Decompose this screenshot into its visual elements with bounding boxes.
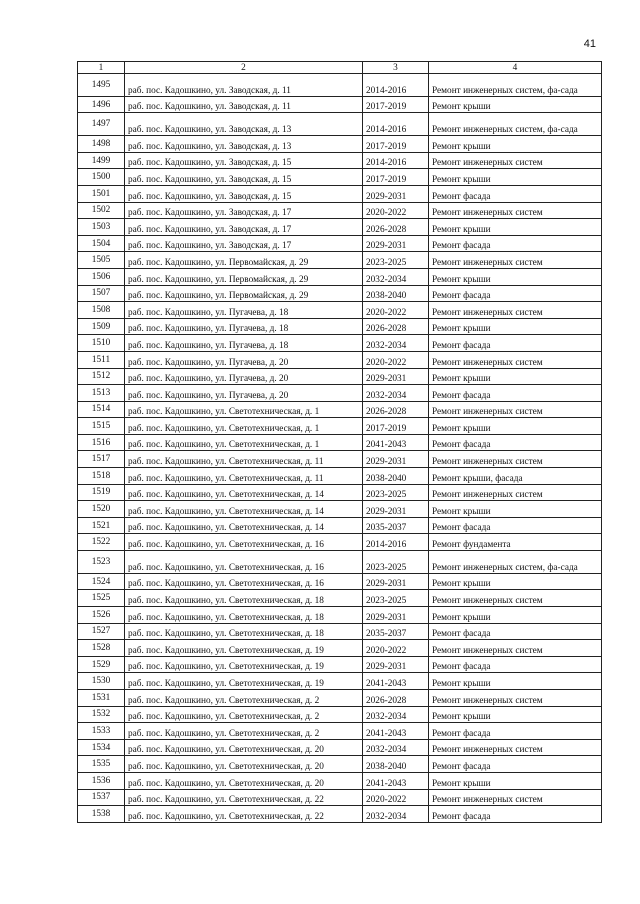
work-type-cell: Ремонт инженерных систем: [429, 590, 602, 607]
period-cell: 2032-2034: [363, 806, 429, 823]
work-type-cell: Ремонт крыши: [429, 418, 602, 435]
row-number-cell: 1512: [78, 368, 125, 385]
work-type-cell: Ремонт инженерных систем, фа-сада: [429, 74, 602, 97]
work-type-cell: Ремонт фасада: [429, 723, 602, 740]
period-cell: 2014-2016: [363, 534, 429, 551]
table-row: [78, 235, 602, 252]
address-cell: раб. пос. Кадошкино, ул. Светотехническая, д. 20: [125, 739, 363, 756]
table-row: [78, 573, 602, 590]
address-cell: раб. пос. Кадошкино, ул. Светотехническая, д. 20: [125, 772, 363, 789]
work-type-cell: Ремонт крыши: [429, 368, 602, 385]
row-number-cell: 1511: [78, 351, 125, 368]
period-cell: 2014-2016: [363, 152, 429, 169]
table-row: [78, 113, 602, 136]
period-cell: 2020-2022: [363, 202, 429, 219]
address-cell: раб. пос. Кадошкино, ул. Заводская, д. 17: [125, 202, 363, 219]
work-type-cell: Ремонт фасада: [429, 285, 602, 302]
address-cell: раб. пос. Кадошкино, ул. Заводская, д. 11: [125, 96, 363, 113]
table-row: [78, 534, 602, 551]
row-number-cell: 1534: [78, 739, 125, 756]
table-row: [78, 96, 602, 113]
period-cell: 2023-2025: [363, 252, 429, 269]
work-type-cell: Ремонт крыши: [429, 706, 602, 723]
table-row: [78, 517, 602, 534]
row-number-cell: 1529: [78, 656, 125, 673]
period-cell: 2017-2019: [363, 169, 429, 186]
period-cell: 2020-2022: [363, 302, 429, 319]
row-number-cell: 1519: [78, 484, 125, 501]
period-cell: 2026-2028: [363, 401, 429, 418]
address-cell: раб. пос. Кадошкино, ул. Светотехническая, д. 22: [125, 789, 363, 806]
address-cell: раб. пос. Кадошкино, ул. Светотехническая, д. 14: [125, 501, 363, 518]
row-number-cell: 1498: [78, 136, 125, 153]
work-type-cell: Ремонт фасада: [429, 185, 602, 202]
work-type-cell: Ремонт фасада: [429, 434, 602, 451]
period-cell: 2023-2025: [363, 551, 429, 574]
row-number-cell: 1506: [78, 268, 125, 285]
address-cell: раб. пос. Кадошкино, ул. Заводская, д. 15: [125, 152, 363, 169]
table-row: [78, 318, 602, 335]
work-type-cell: Ремонт инженерных систем: [429, 640, 602, 657]
work-type-cell: Ремонт фасада: [429, 335, 602, 352]
address-cell: раб. пос. Кадошкино, ул. Светотехническая, д. 22: [125, 806, 363, 823]
table-row: [78, 252, 602, 269]
period-cell: 2017-2019: [363, 418, 429, 435]
table-row: [78, 74, 602, 97]
work-type-cell: Ремонт фасада: [429, 756, 602, 773]
row-number-cell: 1513: [78, 385, 125, 402]
row-number-cell: 1525: [78, 590, 125, 607]
address-cell: раб. пос. Кадошкино, ул. Светотехническая, д. 19: [125, 673, 363, 690]
period-cell: 2038-2040: [363, 756, 429, 773]
work-type-cell: Ремонт фасада: [429, 623, 602, 640]
table-row: [78, 285, 602, 302]
address-cell: раб. пос. Кадошкино, ул. Пугачева, д. 20: [125, 385, 363, 402]
row-number-cell: 1532: [78, 706, 125, 723]
row-number-cell: 1509: [78, 318, 125, 335]
row-number-cell: 1510: [78, 335, 125, 352]
table-row: [78, 590, 602, 607]
address-cell: раб. пос. Кадошкино, ул. Светотехническая, д. 18: [125, 590, 363, 607]
work-type-cell: Ремонт инженерных систем: [429, 401, 602, 418]
period-cell: 2014-2016: [363, 113, 429, 136]
period-cell: 2026-2028: [363, 689, 429, 706]
address-cell: раб. пос. Кадошкино, ул. Заводская, д. 17: [125, 219, 363, 236]
row-number-cell: 1517: [78, 451, 125, 468]
row-number-cell: 1515: [78, 418, 125, 435]
work-type-cell: Ремонт крыши: [429, 673, 602, 690]
row-number-cell: 1500: [78, 169, 125, 186]
address-cell: раб. пос. Кадошкино, ул. Пугачева, д. 20: [125, 368, 363, 385]
work-type-cell: Ремонт инженерных систем: [429, 202, 602, 219]
work-type-cell: Ремонт инженерных систем: [429, 484, 602, 501]
address-cell: раб. пос. Кадошкино, ул. Заводская, д. 15: [125, 185, 363, 202]
table-row: [78, 706, 602, 723]
period-cell: 2041-2043: [363, 673, 429, 690]
row-number-cell: 1531: [78, 689, 125, 706]
table-row: [78, 551, 602, 574]
address-cell: раб. пос. Кадошкино, ул. Пугачева, д. 20: [125, 351, 363, 368]
work-type-cell: Ремонт крыши: [429, 772, 602, 789]
address-cell: раб. пос. Кадошкино, ул. Пугачева, д. 18: [125, 335, 363, 352]
address-cell: раб. пос. Кадошкино, ул. Заводская, д. 13: [125, 113, 363, 136]
work-type-cell: Ремонт инженерных систем, фа-сада: [429, 551, 602, 574]
table-row: [78, 723, 602, 740]
row-number-cell: 1497: [78, 113, 125, 136]
table-row: [78, 673, 602, 690]
work-type-cell: Ремонт инженерных систем: [429, 302, 602, 319]
address-cell: раб. пос. Кадошкино, ул. Первомайская, д. 29: [125, 285, 363, 302]
table-row: [78, 302, 602, 319]
page-number: 41: [583, 38, 596, 50]
work-type-cell: Ремонт инженерных систем: [429, 789, 602, 806]
table-row: [78, 401, 602, 418]
table-row: [78, 185, 602, 202]
work-type-cell: Ремонт крыши: [429, 607, 602, 624]
work-type-cell: Ремонт инженерных систем: [429, 351, 602, 368]
table-body: [78, 74, 602, 823]
row-number-cell: 1514: [78, 401, 125, 418]
work-type-cell: Ремонт фасада: [429, 385, 602, 402]
row-number-cell: 1507: [78, 285, 125, 302]
row-number-cell: 1504: [78, 235, 125, 252]
period-cell: 2041-2043: [363, 723, 429, 740]
period-cell: 2035-2037: [363, 623, 429, 640]
period-cell: 2020-2022: [363, 789, 429, 806]
table-row: [78, 335, 602, 352]
work-type-cell: Ремонт инженерных систем: [429, 451, 602, 468]
row-number-cell: 1499: [78, 152, 125, 169]
repair-schedule-table: [77, 61, 602, 823]
row-number-cell: 1501: [78, 185, 125, 202]
work-type-cell: Ремонт крыши: [429, 573, 602, 590]
period-cell: 2020-2022: [363, 351, 429, 368]
period-cell: 2032-2034: [363, 706, 429, 723]
work-type-cell: Ремонт инженерных систем: [429, 152, 602, 169]
row-number-cell: 1505: [78, 252, 125, 269]
work-type-cell: Ремонт крыши: [429, 96, 602, 113]
address-cell: раб. пос. Кадошкино, ул. Светотехническая, д. 1: [125, 418, 363, 435]
work-type-cell: Ремонт фасада: [429, 806, 602, 823]
row-number-cell: 1495: [78, 74, 125, 97]
address-cell: раб. пос. Кадошкино, ул. Заводская, д. 17: [125, 235, 363, 252]
address-cell: раб. пос. Кадошкино, ул. Светотехническая, д. 2: [125, 723, 363, 740]
table-row: [78, 501, 602, 518]
address-cell: раб. пос. Кадошкино, ул. Светотехническая, д. 14: [125, 484, 363, 501]
period-cell: 2032-2034: [363, 335, 429, 352]
row-number-cell: 1537: [78, 789, 125, 806]
row-number-cell: 1508: [78, 302, 125, 319]
row-number-cell: 1538: [78, 806, 125, 823]
period-cell: 2029-2031: [363, 368, 429, 385]
address-cell: раб. пос. Кадошкино, ул. Светотехническая, д. 1: [125, 401, 363, 418]
work-type-cell: Ремонт крыши: [429, 268, 602, 285]
work-type-cell: Ремонт крыши: [429, 501, 602, 518]
work-type-cell: Ремонт фасада: [429, 235, 602, 252]
row-number-cell: 1503: [78, 219, 125, 236]
period-cell: 2026-2028: [363, 318, 429, 335]
row-number-cell: 1502: [78, 202, 125, 219]
table-row: [78, 607, 602, 624]
work-type-cell: Ремонт инженерных систем, фа-сада: [429, 113, 602, 136]
work-type-cell: Ремонт крыши: [429, 318, 602, 335]
period-cell: 2017-2019: [363, 96, 429, 113]
table-row: [78, 756, 602, 773]
period-cell: 2029-2031: [363, 501, 429, 518]
table-row: [78, 739, 602, 756]
period-cell: 2020-2022: [363, 640, 429, 657]
row-number-cell: 1533: [78, 723, 125, 740]
address-cell: раб. пос. Кадошкино, ул. Светотехническая, д. 19: [125, 656, 363, 673]
period-cell: 2023-2025: [363, 484, 429, 501]
column-header-4: 4: [429, 62, 602, 74]
table-row: [78, 152, 602, 169]
column-header-1: 1: [78, 62, 125, 74]
address-cell: раб. пос. Кадошкино, ул. Светотехническая, д. 18: [125, 623, 363, 640]
row-number-cell: 1536: [78, 772, 125, 789]
period-cell: 2029-2031: [363, 451, 429, 468]
table-row: [78, 468, 602, 485]
row-number-cell: 1526: [78, 607, 125, 624]
address-cell: раб. пос. Кадошкино, ул. Светотехническая, д. 16: [125, 573, 363, 590]
work-type-cell: Ремонт инженерных систем: [429, 252, 602, 269]
address-cell: раб. пос. Кадошкино, ул. Заводская, д. 15: [125, 169, 363, 186]
period-cell: 2032-2034: [363, 739, 429, 756]
period-cell: 2026-2028: [363, 219, 429, 236]
address-cell: раб. пос. Кадошкино, ул. Светотехническая, д. 2: [125, 689, 363, 706]
table-row: [78, 418, 602, 435]
period-cell: 2029-2031: [363, 573, 429, 590]
table-row: [78, 623, 602, 640]
work-type-cell: Ремонт инженерных систем: [429, 689, 602, 706]
address-cell: раб. пос. Кадошкино, ул. Пугачева, д. 18: [125, 318, 363, 335]
period-cell: 2038-2040: [363, 468, 429, 485]
period-cell: 2029-2031: [363, 607, 429, 624]
address-cell: раб. пос. Кадошкино, ул. Светотехническая, д. 16: [125, 534, 363, 551]
work-type-cell: Ремонт крыши: [429, 169, 602, 186]
row-number-cell: 1522: [78, 534, 125, 551]
column-header-2: 2: [125, 62, 363, 74]
address-cell: раб. пос. Кадошкино, ул. Светотехническая, д. 18: [125, 607, 363, 624]
work-type-cell: Ремонт инженерных систем: [429, 739, 602, 756]
address-cell: раб. пос. Кадошкино, ул. Светотехническая, д. 14: [125, 517, 363, 534]
address-cell: раб. пос. Кадошкино, ул. Светотехническая, д. 11: [125, 451, 363, 468]
table-row: [78, 451, 602, 468]
period-cell: 2035-2037: [363, 517, 429, 534]
address-cell: раб. пос. Кадошкино, ул. Светотехническая, д. 16: [125, 551, 363, 574]
period-cell: 2029-2031: [363, 235, 429, 252]
address-cell: раб. пос. Кадошкино, ул. Заводская, д. 11: [125, 74, 363, 97]
period-cell: 2041-2043: [363, 434, 429, 451]
period-cell: 2029-2031: [363, 656, 429, 673]
row-number-cell: 1524: [78, 573, 125, 590]
work-type-cell: Ремонт фундамента: [429, 534, 602, 551]
row-number-cell: 1527: [78, 623, 125, 640]
column-header-3: 3: [363, 62, 429, 74]
table-row: [78, 268, 602, 285]
table-row: [78, 640, 602, 657]
row-number-cell: 1535: [78, 756, 125, 773]
table-row: [78, 385, 602, 402]
address-cell: раб. пос. Кадошкино, ул. Светотехническая, д. 19: [125, 640, 363, 657]
row-number-cell: 1528: [78, 640, 125, 657]
row-number-cell: 1516: [78, 434, 125, 451]
period-cell: 2032-2034: [363, 385, 429, 402]
address-cell: раб. пос. Кадошкино, ул. Светотехническая, д. 1: [125, 434, 363, 451]
table-row: [78, 351, 602, 368]
table-row: [78, 136, 602, 153]
address-cell: раб. пос. Кадошкино, ул. Светотехническая, д. 2: [125, 706, 363, 723]
period-cell: 2041-2043: [363, 772, 429, 789]
table-row: [78, 484, 602, 501]
work-type-cell: Ремонт крыши, фасада: [429, 468, 602, 485]
period-cell: 2014-2016: [363, 74, 429, 97]
address-cell: раб. пос. Кадошкино, ул. Заводская, д. 13: [125, 136, 363, 153]
address-cell: раб. пос. Кадошкино, ул. Пугачева, д. 18: [125, 302, 363, 319]
address-cell: раб. пос. Кадошкино, ул. Светотехническая, д. 11: [125, 468, 363, 485]
work-type-cell: Ремонт фасада: [429, 656, 602, 673]
table-row: [78, 202, 602, 219]
address-cell: раб. пос. Кадошкино, ул. Первомайская, д. 29: [125, 252, 363, 269]
period-cell: 2038-2040: [363, 285, 429, 302]
row-number-cell: 1520: [78, 501, 125, 518]
table-row: [78, 789, 602, 806]
period-cell: 2029-2031: [363, 185, 429, 202]
period-cell: 2023-2025: [363, 590, 429, 607]
work-type-cell: Ремонт фасада: [429, 517, 602, 534]
period-cell: 2032-2034: [363, 268, 429, 285]
row-number-cell: 1523: [78, 551, 125, 574]
table-row: [78, 656, 602, 673]
work-type-cell: Ремонт крыши: [429, 219, 602, 236]
work-type-cell: Ремонт крыши: [429, 136, 602, 153]
row-number-cell: 1496: [78, 96, 125, 113]
table-row: [78, 434, 602, 451]
table-row: [78, 689, 602, 706]
address-cell: раб. пос. Кадошкино, ул. Первомайская, д. 29: [125, 268, 363, 285]
table-row: [78, 368, 602, 385]
table-header-row: [78, 62, 602, 74]
row-number-cell: 1521: [78, 517, 125, 534]
address-cell: раб. пос. Кадошкино, ул. Светотехническая, д. 20: [125, 756, 363, 773]
row-number-cell: 1530: [78, 673, 125, 690]
table-row: [78, 219, 602, 236]
row-number-cell: 1518: [78, 468, 125, 485]
table-row: [78, 806, 602, 823]
period-cell: 2017-2019: [363, 136, 429, 153]
table-row: [78, 169, 602, 186]
table-row: [78, 772, 602, 789]
